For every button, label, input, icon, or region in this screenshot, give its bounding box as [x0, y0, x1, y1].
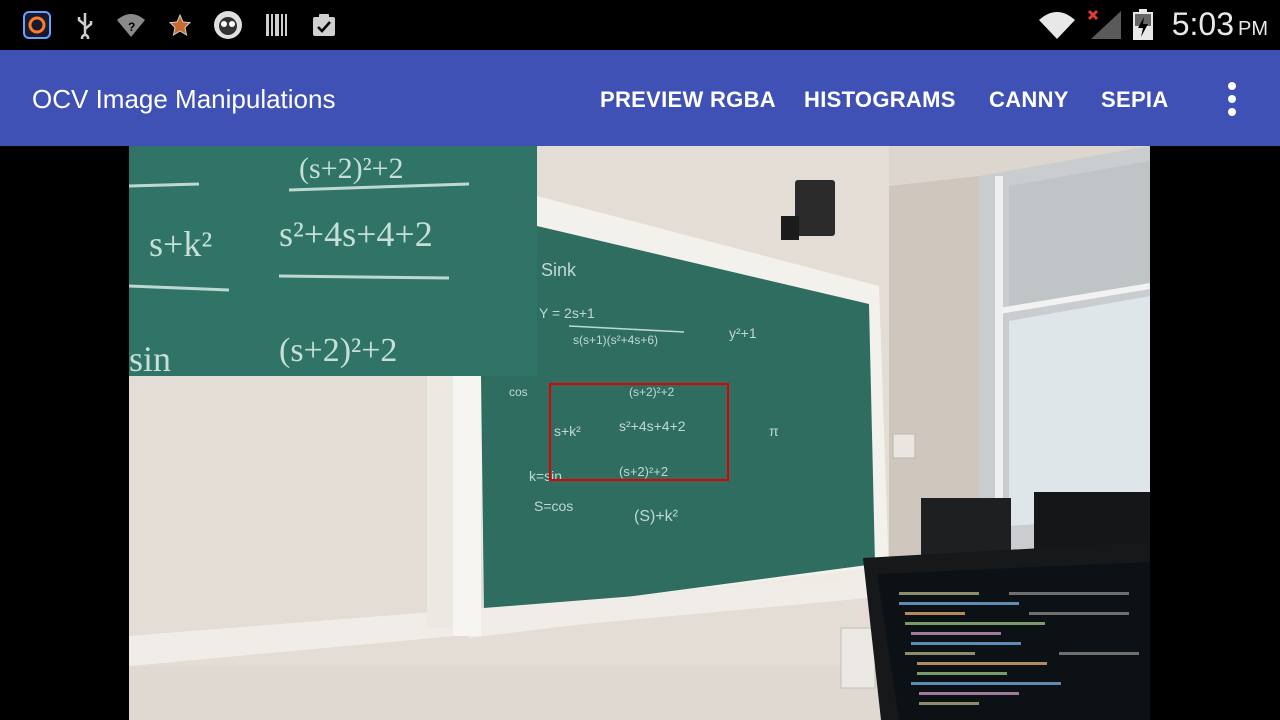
svg-text:π: π — [769, 423, 779, 439]
svg-text:S=cos: S=cos — [534, 498, 574, 514]
zoom-window — [129, 146, 537, 376]
svg-text:s+k²: s+k² — [554, 423, 581, 439]
status-bar — [0, 0, 1280, 50]
svg-text:(s+2)²+2: (s+2)²+2 — [629, 385, 675, 399]
svg-text:s²+4s+4+2: s²+4s+4+2 — [619, 418, 686, 434]
svg-text:(S)+k²: (S)+k² — [634, 508, 678, 525]
more-vert-icon[interactable] — [1216, 82, 1248, 116]
status-clock: 5:03 PM — [1171, 6, 1268, 42]
svg-text:(s+2)²+2: (s+2)²+2 — [279, 332, 398, 369]
svg-text:s²+4s+4+2: s²+4s+4+2 — [279, 214, 433, 254]
usb-icon — [72, 10, 98, 40]
app-bar — [0, 50, 1280, 146]
histograms-button[interactable]: HISTOGRAMS — [804, 87, 956, 112]
svg-text:y²+1: y²+1 — [729, 325, 757, 341]
svg-text:cos: cos — [509, 385, 528, 399]
svg-text:Y = 2s+1: Y = 2s+1 — [539, 305, 595, 321]
wifi-icon — [1036, 10, 1078, 40]
sepia-button[interactable]: SEPIA — [1101, 87, 1169, 112]
clipboard-check-icon — [310, 10, 338, 40]
svg-text:?: ? — [128, 20, 136, 34]
svg-text:sin: sin — [129, 339, 172, 376]
wifi-question-icon — [114, 10, 148, 40]
svg-text:(s+2)²+2: (s+2)²+2 — [619, 464, 669, 479]
roi-rectangle — [549, 383, 729, 481]
svg-text:s+k²: s+k² — [149, 224, 213, 264]
panda-app-icon — [212, 10, 244, 40]
battery-charging-icon — [1130, 10, 1156, 40]
svg-text:(s+2)²+2: (s+2)²+2 — [299, 152, 404, 185]
signal-no-service-icon — [1084, 10, 1124, 40]
preview-rgba-button[interactable]: PREVIEW RGBA — [600, 87, 776, 112]
star-icon — [166, 10, 194, 40]
svg-text:k=sin: k=sin — [529, 468, 563, 484]
app-launcher-icon — [22, 10, 52, 40]
svg-text:s(s+1)(s²+4s+6): s(s+1)(s²+4s+6) — [573, 333, 659, 347]
barcode-icon — [262, 10, 290, 40]
svg-text:Sink: Sink — [541, 260, 577, 280]
canny-button[interactable]: CANNY — [989, 87, 1069, 112]
app-title: OCV Image Manipulations — [32, 84, 336, 114]
